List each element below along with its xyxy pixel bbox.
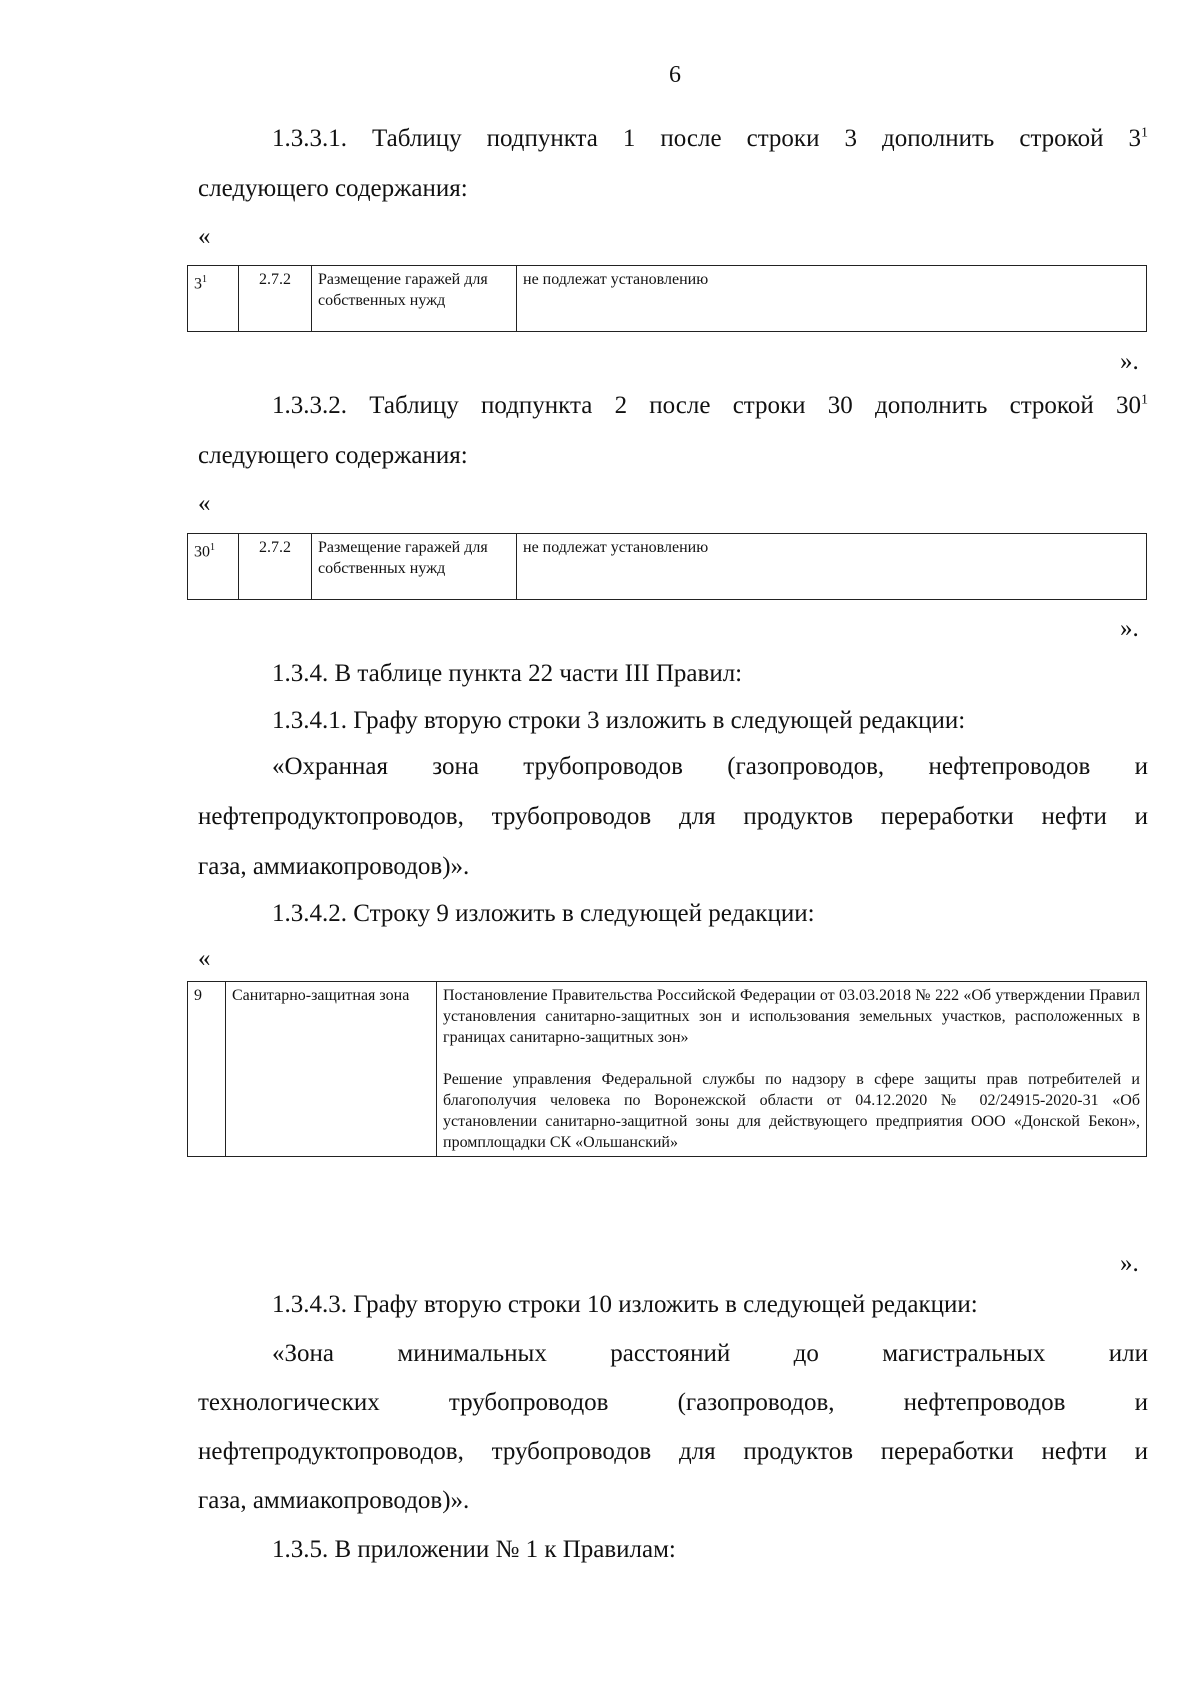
value-cell: не подлежат установлению [517,266,1147,332]
word: «Зона [272,1340,334,1367]
paragraph-1-3-3-2-line1 [272,392,1148,420]
word: переработки [880,1438,1014,1465]
paragraph-1-3-5: 1.3.5. В приложении № 1 к Правилам: [272,1536,676,1563]
quote-text-line2 [198,803,1148,831]
value-cell: не подлежат установлению [517,534,1147,600]
word: трубопроводов [491,803,652,830]
paragraph-1-3-3-2-line2: следующего содержания: [198,442,468,469]
row-number-cell: $3^1$ [188,266,239,332]
quote-text-line3: газа, аммиакопроводов)». [198,853,470,880]
name-cell: Размещение гаражей для собственных нужд [312,266,517,332]
word: и [1134,803,1148,830]
value-cell [437,982,1147,1157]
word: магистральных [882,1340,1046,1367]
paragraph-1-3-3-1-line2: следующего содержания: [198,175,468,202]
quote-close: ». [1120,615,1139,642]
word: и [1134,753,1148,780]
word: Таблицу [372,125,462,152]
word: после [649,392,711,419]
code-cell: 2.7.2 [239,534,312,600]
quote-text-line2 [198,1389,1148,1417]
word: нефтепродуктопроводов, [198,1438,464,1465]
word: нефти [1041,803,1107,830]
quote-close: ». [1120,1250,1139,1277]
quote-open: « [198,223,211,250]
word: трубопроводов [491,1438,652,1465]
word: «Охранная [272,753,389,780]
word: 30 [827,392,853,419]
word: $3^1$ [1128,125,1148,152]
word: минимальных [397,1340,547,1367]
quote-close: ». [1120,348,1139,375]
word: 3 [844,125,857,152]
word: нефтепроводов [928,753,1091,780]
row-number-cell: $30^1$ [188,534,239,600]
word: 1 [622,125,636,152]
word: трубопроводов [523,753,683,780]
row-number-cell: 9 [188,982,226,1157]
word: трубопроводов [448,1389,609,1416]
name-cell: Размещение гаражей для собственных нужд [312,534,517,600]
table-row-9 [187,981,1147,1157]
paragraph-1-3-4: 1.3.4. В таблице пункта 22 части III Правил: [272,660,743,687]
quote-text-line3 [198,1438,1148,1466]
word: подпункта [486,125,598,152]
word: до [793,1340,819,1367]
word: 1.3.3.2. [272,392,347,419]
word: или [1108,1340,1148,1367]
word: 2 [614,392,628,419]
word: дополнить [882,125,995,152]
word: 1.3.3.1. [272,125,347,152]
word: технологических [198,1389,380,1416]
word: строкой [1009,392,1094,419]
word: нефтепроводов [903,1389,1066,1416]
paragraph-1-3-3-1-line1 [272,125,1148,153]
table-row-30-1 [187,533,1147,600]
word: для [678,1438,716,1465]
quote-open: « [198,945,211,972]
word: для [678,803,716,830]
word: зона [432,753,480,780]
word: продуктов [743,803,854,830]
name-cell: Санитарно-защитная зона [226,982,437,1157]
word: переработки [880,803,1014,830]
legal-reference-2: Решение управления Федеральной службы по надзору в сфере защиты прав потребителей и благополучия человека по Воронежской области от 04.12.2020 № 02/24915-2020-31 «Об установлении санитарно-защитной зоны для действующего предприятия ООО «Донской Бекон», промплощадки СК «Ольшанский» [443,1071,1140,1151]
word: $30^1$ [1115,392,1148,419]
word: подпункта [481,392,593,419]
word: Таблицу [369,392,459,419]
word: продуктов [743,1438,854,1465]
paragraph-1-3-4-3: 1.3.4.3. Графу вторую строки 10 изложить в следующей редакции: [272,1291,978,1318]
quote-text-line1 [272,1340,1148,1368]
word: (газопроводов, [727,753,885,780]
word: строки [746,125,820,152]
word: после [660,125,722,152]
quote-text-line1 [272,753,1148,781]
word: (газопроводов, [677,1389,835,1416]
word: нефтепродуктопроводов, [198,803,464,830]
word: нефти [1041,1438,1107,1465]
word: строки [732,392,806,419]
quote-text-line4: газа, аммиакопроводов)». [198,1487,470,1514]
page-number: 6 [669,62,681,88]
word: расстояний [610,1340,731,1367]
word: дополнить [875,392,988,419]
table-row-3-1 [187,265,1147,332]
paragraph-1-3-4-1: 1.3.4.1. Графу вторую строки 3 изложить в следующей редакции: [272,707,966,734]
quote-open: « [198,490,211,517]
paragraph-1-3-4-2: 1.3.4.2. Строку 9 изложить в следующей редакции: [272,900,815,927]
code-cell: 2.7.2 [239,266,312,332]
legal-reference-1: Постановление Правительства Российской Федерации от 03.03.2018 № 222 «Об утверждении Правил установления санитарно-защитных зон и использования земельных участков, расположенных в границах санитарно-защитных зон» [443,987,1140,1046]
word: строкой [1019,125,1104,152]
word: и [1134,1389,1148,1416]
word: и [1134,1438,1148,1465]
